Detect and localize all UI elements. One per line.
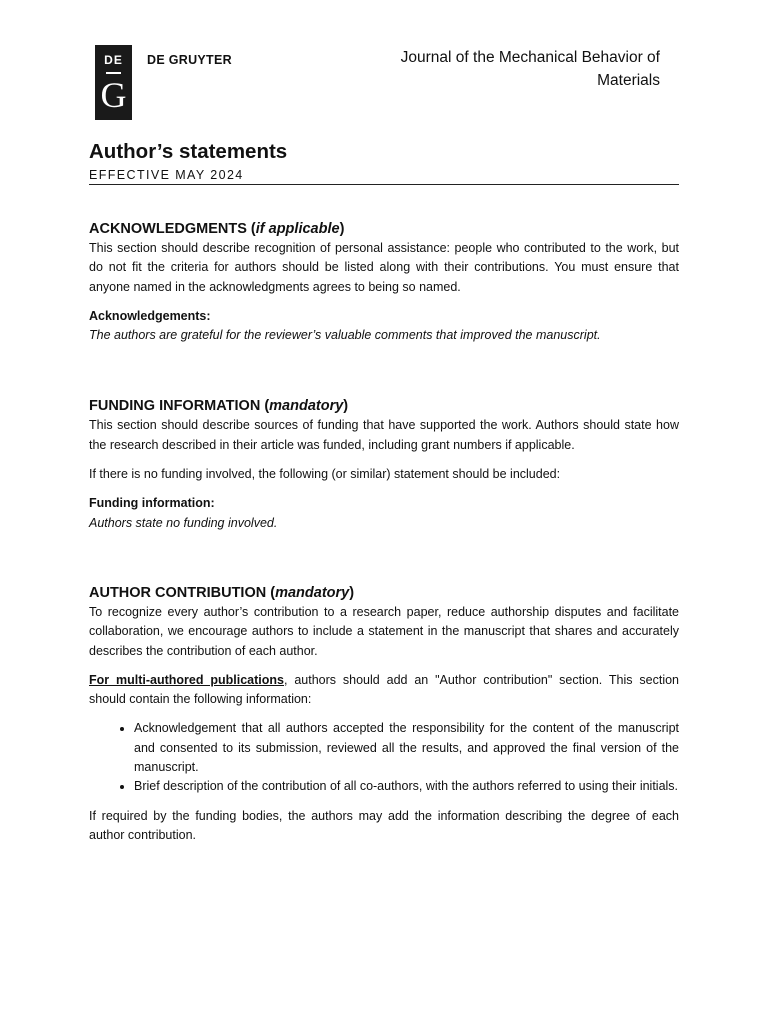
acknowledgments-label: Acknowledgements: [89, 308, 211, 323]
logo-g-letter: G [100, 75, 127, 115]
publisher-name: DE GRUYTER [147, 53, 232, 67]
acknowledgments-heading [89, 219, 679, 239]
heading-qualifier: mandatory [269, 398, 344, 415]
journal-title-line1: Journal of the Mechanical Behavior of [400, 49, 660, 66]
journal-title-line2: Materials [597, 72, 660, 89]
heading-text: AUTHOR CONTRIBUTION ( [89, 584, 276, 601]
author-contribution-intro: To recognize every author’s contribution to a research paper, reduce authorship disputes and facilitate collaboration, we encourage authors to include a statement in the manuscript that shares and accurately describes the contribution of each author. [89, 604, 679, 658]
heading-text: ACKNOWLEDGMENTS ( [89, 221, 256, 237]
multi-author-instructions [89, 671, 679, 710]
funding-section [89, 396, 679, 532]
list-item: • Acknowledgement that all authors accepted the responsibility for the content of the manuscript and consented to its submission, reviewed all the results, and approved the final version of the manuscript. [134, 719, 679, 777]
heading-close: ) [339, 221, 345, 237]
funding-label: Funding information: [89, 496, 215, 511]
heading-text: FUNDING INFORMATION ( [89, 398, 270, 415]
funding-example: Authors state no funding involved. [89, 515, 278, 530]
author-contribution-section [89, 583, 679, 845]
effective-date: EFFECTIVE MAY 2024 [89, 168, 679, 185]
funding-description: This section should describe sources of funding that have supported the work. Authors should state how the research described in their article was funded, including grant numbers if applicable. [89, 418, 679, 452]
document-body [89, 139, 679, 845]
multi-author-text: , authors should add an "Author contribution" section. This section should contain the following information: [89, 672, 679, 707]
document-title: Author’s statements [89, 140, 288, 163]
acknowledgments-section [89, 219, 679, 345]
list-item: • Brief description of the contribution of all co-authors, with the authors referred to using their initials. [134, 777, 679, 796]
heading-close: ) [349, 584, 355, 601]
contribution-requirements-list [89, 719, 679, 796]
acknowledgments-description: This section should describe recognition of personal assistance: people who contributed to the work, but do not fit the criteria for authors should be listed along with their contributions. You must ensure that anyone named in the acknowledgments agrees to being so named. [89, 241, 679, 294]
acknowledgments-example: The authors are grateful for the reviewer’s valuable comments that improved the manuscript. [89, 328, 601, 343]
funding-bodies-note: If required by the funding bodies, the authors may add the information describing the degree of each author contribution. [89, 808, 679, 842]
multi-author-emphasis: For multi-authored publications [89, 672, 284, 687]
heading-close: ) [343, 398, 349, 415]
funding-heading [89, 396, 679, 416]
de-gruyter-logo [95, 45, 132, 120]
heading-qualifier: mandatory [275, 584, 350, 601]
logo-divider [106, 72, 121, 74]
journal-title [320, 46, 660, 92]
heading-qualifier: if applicable [255, 221, 340, 237]
logo-top-letters: DE [104, 53, 123, 67]
author-contribution-heading [89, 583, 679, 603]
funding-no-funding-note: If there is no funding involved, the following (or similar) statement should be included: [89, 467, 561, 482]
